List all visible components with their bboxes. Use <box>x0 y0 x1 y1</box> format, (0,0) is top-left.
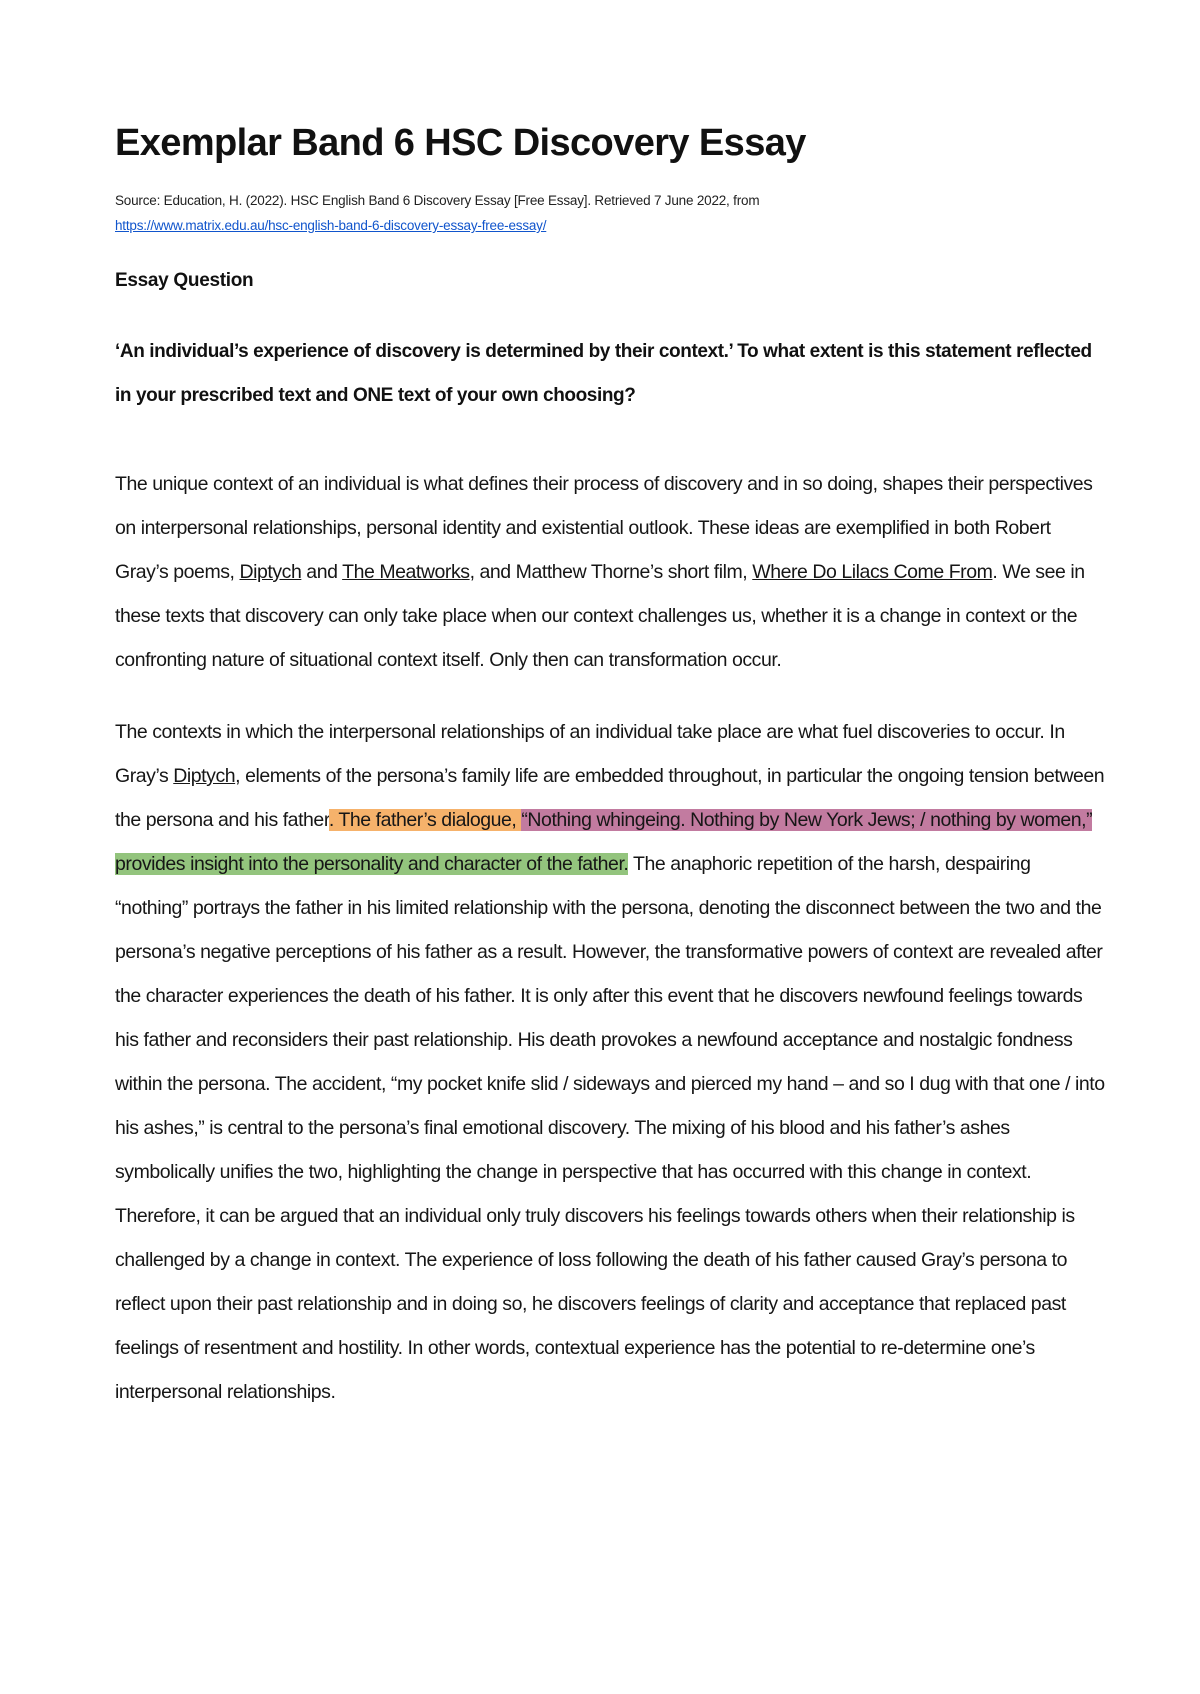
text-span: , elements of the persona’s family life are embedded throughout, in particular the ongoing tension between the persona and his father <box>115 765 1105 831</box>
highlight-orange: . The father’s dialogue, <box>328 809 522 831</box>
source-text: Source: Education, H. (2022). HSC English Band 6 Discovery Essay [Free Essay]. Retrieved 7 June 2022, from <box>115 193 760 208</box>
text-span: . We see in these texts that discovery can only take place when our context challenges us, whether it is a change in context or the confronting nature of situational context itself. Only then can transformation occur. <box>115 561 1085 671</box>
document-page <box>115 118 1105 1414</box>
text-title-meatworks: The Meatworks <box>342 561 470 583</box>
text-title-lilacs: Where Do Lilacs Come From <box>752 561 993 583</box>
source-link[interactable]: https://www.matrix.edu.au/hsc-english-band-6-discovery-essay-free-essay/ <box>115 218 547 233</box>
text-span: The unique context of an individual is what defines their process of discovery and in so doing, shapes their perspectives on interpersonal relationships, personal identity and existential outlook. These ideas are exemplified in both Robert Gray’s poems, <box>115 473 1093 583</box>
text-span: The anaphoric repetition of the harsh, despairing “nothing” portrays the father in his limited relationship with the persona, denoting the disconnect between the two and the persona’s negative perceptions of his father as a result. However, the transformative powers of context are revealed after the character experiences the death of his father. It is only after this event that he discovers newfound feelings towards his father and reconsiders their past relationship. His death provokes a newfound acceptance and nostalgic fondness within the persona. The accident, “my pocket knife slid / sideways and pierced my hand – and so I dug with that one / into his ashes,” is central to the persona’s final emotional discovery. The mixing of his blood and his father’s ashes symbolically unifies the two, highlighting the change in perspective that has occurred with this change in context. Therefore, it can be argued that an individual only truly discovers his feelings towards others when their relationship is challenged by a change in context. The experience of loss following the death of his father caused Gray’s persona to reflect upon their past relationship and in doing so, he discovers feelings of clarity and acceptance that replaced past feelings of resentment and hostility. In other words, contextual experience has the potential to re-determine one’s interpersonal relationships. <box>115 853 1105 1403</box>
text-span: , and Matthew Thorne’s short film, <box>469 561 753 583</box>
paragraph-body <box>115 710 1105 1414</box>
text-span: The contexts in which the interpersonal relationships of an individual take place are what fuel discoveries to occur. In Gray’s <box>115 721 1065 787</box>
text-title-diptych: Diptych <box>173 765 236 787</box>
text-span: and <box>301 561 343 583</box>
source-citation <box>115 188 1105 238</box>
essay-question: ‘An individual’s experience of discovery is determined by their context.’ To what extent is this statement reflected in your prescribed text and ONE text of your own choosing? <box>115 341 1092 406</box>
highlight-pink: “Nothing whingeing. Nothing by New York Jews; / nothing by women,” <box>521 809 1093 831</box>
text-title-diptych: Diptych <box>239 561 302 583</box>
document-title: Exemplar Band 6 HSC Discovery Essay <box>115 122 806 164</box>
paragraph-intro <box>115 462 1105 682</box>
essay-question-heading: Essay Question <box>115 270 254 291</box>
highlight-green: provides insight into the personality and character of the father. <box>115 853 629 875</box>
